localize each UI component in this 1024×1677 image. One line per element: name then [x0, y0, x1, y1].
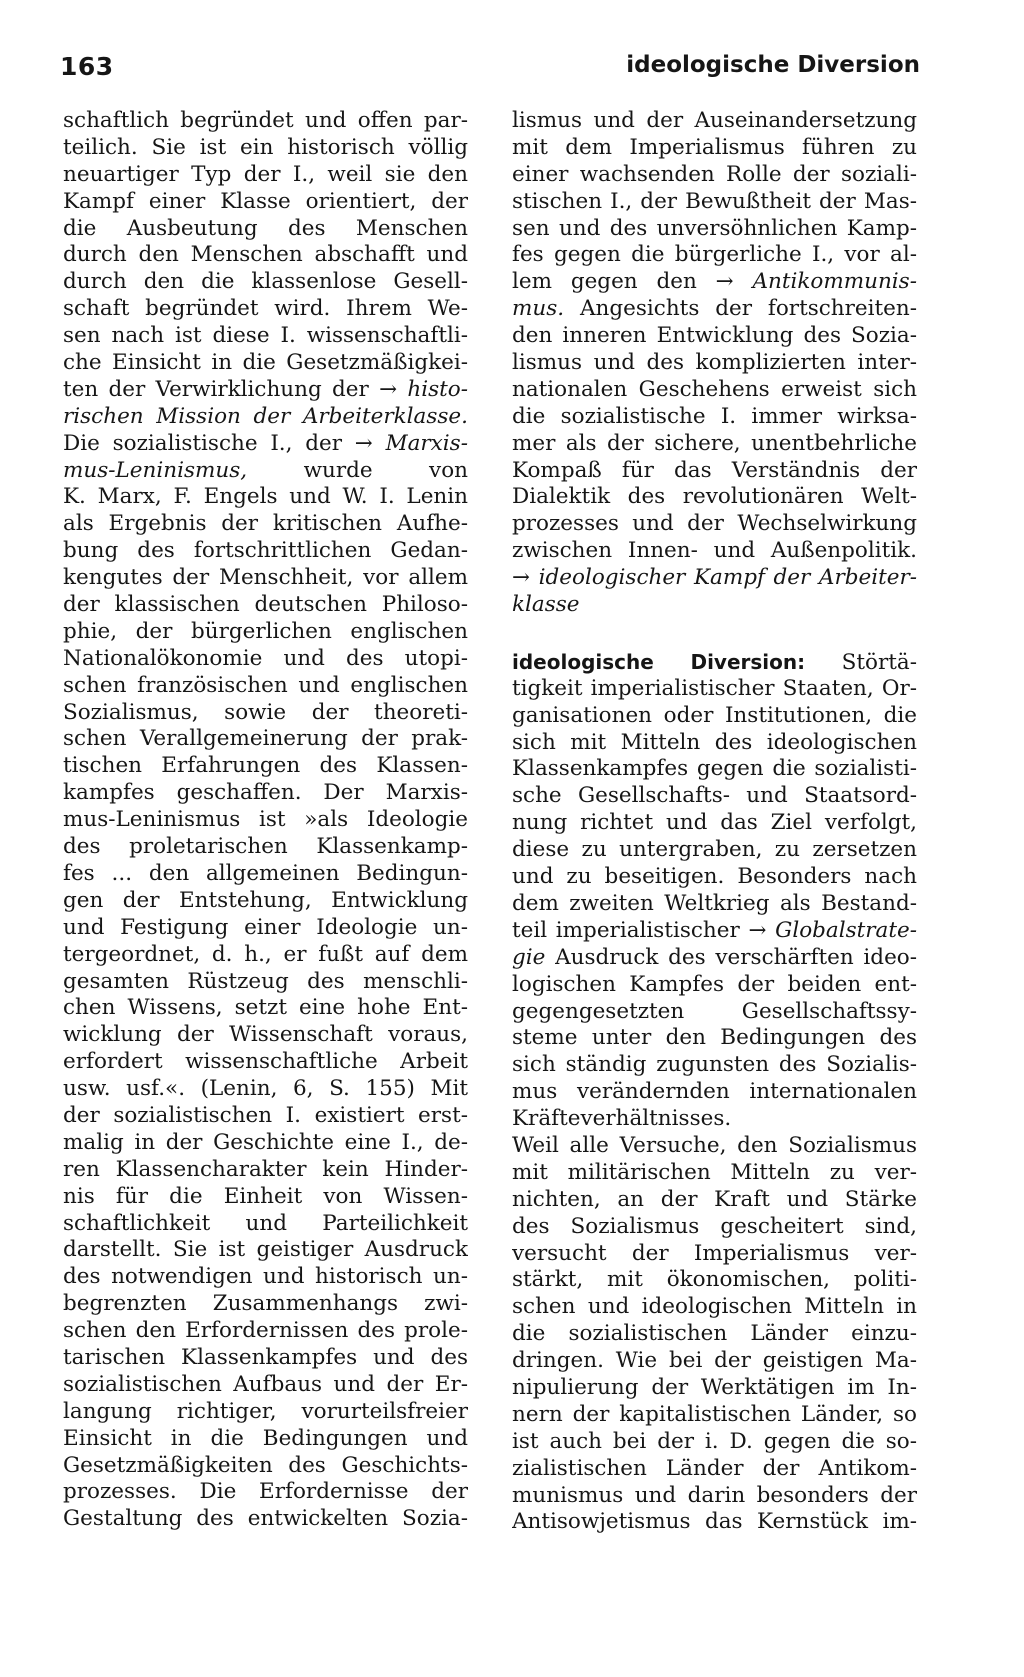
line-text: schen den Erfordernissen des prole-	[63, 1318, 468, 1344]
text-line	[512, 999, 917, 1026]
text-line	[63, 1022, 468, 1049]
line-text: tischen Erfahrungen des Klassen-	[63, 753, 468, 779]
text-line	[63, 969, 468, 996]
line-text: und zu beseitigen. Besonders nach	[512, 864, 917, 890]
text-line	[512, 484, 917, 511]
text-line	[63, 458, 468, 485]
text-line	[512, 1133, 917, 1160]
text-line	[63, 538, 468, 565]
line-text: sen nach ist diese I. wissenschaftli-	[63, 323, 468, 349]
text-line	[512, 1241, 917, 1268]
line-text: die sozialistische I. immer wirksa-	[512, 403, 917, 429]
text-line	[63, 726, 468, 753]
line-text: Antisowjetismus das Kernstück im-	[512, 1509, 917, 1535]
text-line	[512, 1214, 917, 1241]
line-text: mer als der sichere, unentbehrliche	[512, 430, 917, 456]
text-line	[512, 404, 917, 431]
text-line	[512, 918, 917, 945]
cross-reference-arrow: →	[379, 376, 398, 402]
line-text: ren Klassencharakter kein Hinder-	[63, 1156, 468, 1182]
text-line	[63, 1184, 468, 1211]
line-text: schen und ideologischen Mitteln in	[512, 1294, 917, 1320]
line-text: nationalen Geschehens erweist sich	[512, 376, 917, 402]
cross-reference-term: klasse	[512, 592, 580, 618]
line-text: nis für die Einheit von Wissen-	[63, 1183, 468, 1209]
cross-reference-term: Antikommunis-	[752, 269, 917, 295]
line-text: Kräfteverhältnisses.	[512, 1106, 732, 1132]
line-text: schaftlichkeit und Parteilichkeit	[63, 1210, 468, 1236]
line-text: Kampf einer Klasse orientiert, der	[63, 188, 468, 214]
line-text: sich ständig zugunsten des Sozialis-	[512, 1052, 917, 1078]
text-line	[512, 377, 917, 404]
text-line	[63, 1372, 468, 1399]
cross-reference-term: Marxis-	[385, 430, 468, 456]
text-line	[63, 1426, 468, 1453]
text-line	[512, 1052, 917, 1079]
line-text: des notwendigen und historisch un-	[63, 1264, 468, 1290]
text-line	[512, 1267, 917, 1294]
line-text: Nationalökonomie und des utopi-	[63, 645, 468, 671]
line-text: lem gegen den	[512, 269, 697, 295]
line-text: erfordert wissenschaftliche Arbeit	[63, 1049, 468, 1075]
text-line	[63, 323, 468, 350]
line-text: steme unter den Bedingungen des	[512, 1025, 917, 1051]
line-text: den inneren Entwicklung des Sozia-	[512, 323, 917, 349]
line-text: nung richtet und das Ziel verfolgt,	[512, 810, 917, 836]
text-line	[512, 242, 917, 269]
text-line	[512, 676, 917, 703]
text-line	[512, 1429, 917, 1456]
text-line	[512, 162, 917, 189]
text-line	[63, 1479, 468, 1506]
running-head: ideologische Diversion	[626, 52, 920, 78]
page-header	[60, 52, 920, 92]
line-text: durch den die klassenlose Gesell-	[63, 269, 468, 295]
text-line	[63, 269, 468, 296]
line-text: schaftlich begründet und offen par-	[63, 108, 468, 133]
line-text: der sozialistischen I. existiert erst-	[63, 1102, 468, 1128]
line-text: und Festigung einer Ideologie un-	[63, 914, 468, 940]
line-text: usw. usf.«. (Lenin, 6, S. 155) Mit	[63, 1076, 468, 1102]
line-text: einer wachsenden Rolle der soziali-	[512, 161, 917, 187]
cross-reference-arrow: →	[715, 269, 734, 295]
line-text: wicklung der Wissenschaft voraus,	[63, 1022, 468, 1048]
text-line	[63, 1264, 468, 1291]
text-line	[512, 783, 917, 810]
line-text: schen Verallgemeinerung der prak-	[63, 726, 468, 752]
line-text: zwischen Innen- und Außenpolitik.	[512, 538, 917, 564]
line-text: Die sozialistische I., der	[63, 430, 343, 456]
text-line	[63, 242, 468, 269]
line-text: wurde von	[303, 457, 468, 483]
line-text: lismus und des komplizierten inter-	[512, 350, 917, 376]
text-line	[63, 1049, 468, 1076]
line-text: kampfes geschaffen. Der Marxis-	[63, 780, 468, 806]
text-line	[63, 1453, 468, 1480]
line-text: Einsicht in die Bedingungen und	[63, 1425, 468, 1451]
line-text: Gestaltung des entwickelten Sozia-	[63, 1506, 468, 1532]
text-line	[63, 108, 468, 135]
line-text: prozesses. Die Erfordernisse der	[63, 1479, 468, 1505]
line-text: teilich. Sie ist ein historisch völlig	[63, 134, 468, 160]
text-line	[512, 592, 917, 619]
line-text: bung des fortschrittlichen Gedan-	[63, 538, 468, 564]
line-text: mus-Leninismus ist »als Ideologie	[63, 807, 468, 833]
text-line	[512, 1106, 917, 1133]
line-text: munismus und darin besonders der	[512, 1482, 917, 1508]
text-line	[512, 511, 917, 538]
line-text: teil imperialistischer	[512, 917, 740, 943]
text-line	[512, 1294, 917, 1321]
text-line	[512, 649, 917, 676]
line-text: schen französischen und englischen	[63, 672, 468, 698]
cross-reference-term: Globalstrate-	[775, 917, 917, 943]
text-line	[63, 511, 468, 538]
line-text: die Ausbeutung des Menschen	[63, 215, 468, 241]
text-line	[512, 1483, 917, 1510]
text-line	[63, 834, 468, 861]
text-line	[63, 565, 468, 592]
line-text: gegengesetzten Gesellschaftssy-	[512, 998, 917, 1024]
text-line	[63, 1157, 468, 1184]
text-line	[512, 837, 917, 864]
line-text: als Ergebnis der kritischen Aufhe-	[63, 511, 468, 537]
text-line	[63, 646, 468, 673]
line-text: Gesetzmäßigkeiten des Geschichts-	[63, 1452, 468, 1478]
text-line	[63, 942, 468, 969]
line-text: tigkeit imperialistischer Staaten, Or-	[512, 675, 917, 701]
page-number: 163	[60, 52, 114, 81]
text-line	[512, 864, 917, 891]
text-line	[512, 730, 917, 757]
line-text: sche Gesellschafts- und Staatsord-	[512, 783, 917, 809]
line-text: begrenzten Zusammenhangs zwi-	[63, 1291, 468, 1317]
line-text: diese zu untergraben, zu zersetzen	[512, 837, 917, 863]
cross-reference-term: gie	[512, 944, 546, 970]
line-text: des Sozialismus gescheitert sind,	[512, 1213, 917, 1239]
text-line	[63, 484, 468, 511]
cross-reference-term: ideologischer Kampf der Arbeiter-	[538, 565, 917, 591]
line-text: kengutes der Menschheit, vor allem	[63, 565, 468, 591]
text-line	[63, 296, 468, 323]
text-line	[63, 807, 468, 834]
line-text: K. Marx, F. Engels und W. I. Lenin	[63, 484, 468, 510]
line-text: malig in der Geschichte eine I., de-	[63, 1129, 468, 1155]
cross-reference-arrow: →	[748, 917, 767, 943]
line-text: chen Wissens, setzt eine hohe Ent-	[63, 995, 468, 1021]
cross-reference-term: rischen Mission der Arbeiterklasse.	[63, 403, 468, 429]
line-text: stärkt, mit ökonomischen, politi-	[512, 1267, 917, 1293]
right-text-column	[512, 108, 917, 1536]
text-line	[63, 1318, 468, 1345]
line-text: sozialistischen Aufbaus und der Er-	[63, 1371, 468, 1397]
line-text: mus verändernden internationalen	[512, 1079, 917, 1105]
text-line	[512, 1456, 917, 1483]
text-line	[512, 1402, 917, 1429]
text-line	[512, 1321, 917, 1348]
text-line	[512, 458, 917, 485]
text-line	[63, 619, 468, 646]
line-text: stischen I., der Bewußtheit der Mas-	[512, 188, 917, 214]
line-text: zialistischen Länder der Antikom-	[512, 1455, 917, 1481]
text-line	[512, 216, 917, 243]
line-text: mit dem Imperialismus führen zu	[512, 134, 917, 160]
line-text: phie, der bürgerlichen englischen	[63, 618, 468, 644]
line-text: lismus und der Auseinandersetzung	[512, 108, 917, 133]
text-line	[63, 135, 468, 162]
line-text: tarischen Klassenkampfes und des	[63, 1344, 468, 1370]
text-line	[512, 891, 917, 918]
text-line	[63, 404, 468, 431]
text-line	[512, 1509, 917, 1536]
line-text: versucht der Imperialismus ver-	[512, 1240, 917, 1266]
text-line	[63, 753, 468, 780]
text-line	[63, 1130, 468, 1157]
cross-reference-term: mus-Leninismus,	[63, 457, 248, 483]
line-text: Klassenkampfes gegen die sozialisti-	[512, 756, 917, 782]
line-text: fes gegen die bürgerliche I., vor al-	[512, 242, 917, 268]
text-line	[512, 756, 917, 783]
text-line	[512, 565, 917, 592]
text-line	[512, 431, 917, 458]
text-line	[63, 1103, 468, 1130]
text-line	[512, 108, 917, 135]
text-line	[63, 162, 468, 189]
entry-headword: ideologische Diversion:	[512, 649, 806, 674]
line-text: neuartiger Typ der I., weil sie den	[63, 161, 468, 187]
text-line	[63, 1291, 468, 1318]
text-line	[512, 1025, 917, 1052]
line-text: Weil alle Versuche, den Sozialismus	[512, 1132, 917, 1158]
line-text: sich mit Mitteln des ideologischen	[512, 729, 917, 755]
line-text: Angesichts der fortschreiten-	[580, 296, 917, 322]
line-text: logischen Kampfes der beiden ent-	[512, 971, 917, 997]
line-text: Kompaß für das Verständnis der	[512, 457, 917, 483]
cross-reference-arrow: →	[354, 430, 373, 456]
line-text: durch den Menschen abschafft und	[63, 242, 468, 268]
text-line	[512, 1079, 917, 1106]
text-line	[63, 861, 468, 888]
line-text: ganisationen oder Institutionen, die	[512, 702, 917, 728]
line-text: des proletarischen Klassenkamp-	[63, 834, 468, 860]
cross-reference-term: histo-	[407, 376, 468, 402]
text-line	[512, 1160, 917, 1187]
line-text: dem zweiten Weltkrieg als Bestand-	[512, 890, 917, 916]
text-line	[63, 431, 468, 458]
text-line	[63, 700, 468, 727]
line-text: fes ... den allgemeinen Bedingun-	[63, 860, 468, 886]
text-line	[512, 1348, 917, 1375]
left-text-column	[63, 108, 468, 1533]
text-line	[512, 296, 917, 323]
cross-reference-arrow: →	[512, 565, 531, 591]
text-line	[512, 350, 917, 377]
text-line	[512, 810, 917, 837]
line-text: darstellt. Sie ist geistiger Ausdruck	[63, 1237, 468, 1263]
text-line	[63, 888, 468, 915]
line-text: ist auch bei der i. D. gegen die so-	[512, 1428, 917, 1454]
line-text: ten der Verwirklichung der	[63, 376, 369, 402]
line-text: nipulierung der Werktätigen im In-	[512, 1374, 917, 1400]
line-text: prozesses und der Wechselwirkung	[512, 511, 917, 537]
line-text: schaft begründet wird. Ihrem We-	[63, 296, 468, 322]
line-text: gen der Entstehung, Entwicklung	[63, 887, 468, 913]
line-text: die sozialistischen Länder einzu-	[512, 1321, 917, 1347]
line-text: gesamten Rüstzeug des menschli-	[63, 968, 468, 994]
line-text: nichten, an der Kraft und Stärke	[512, 1186, 917, 1212]
line-text: mit militärischen Mitteln zu ver-	[512, 1159, 917, 1185]
line-text: langung richtiger, vorurteilsfreier	[63, 1398, 468, 1424]
text-line	[512, 269, 917, 296]
text-line	[512, 538, 917, 565]
text-line	[63, 995, 468, 1022]
line-text: der klassischen deutschen Philoso-	[63, 592, 468, 618]
text-line	[512, 189, 917, 216]
text-line	[63, 915, 468, 942]
text-line	[63, 1345, 468, 1372]
line-text: dringen. Wie bei der geistigen Ma-	[512, 1348, 917, 1374]
text-line	[63, 1076, 468, 1103]
text-line	[512, 972, 917, 999]
line-text: Ausdruck des verschärften ideo-	[555, 944, 917, 970]
line-text: sen und des unversöhnlichen Kamp-	[512, 215, 917, 241]
line-text: Dialektik des revolutionären Welt-	[512, 484, 917, 510]
line-text: che Einsicht in die Gesetzmäßigkei-	[63, 350, 468, 376]
line-text: nern der kapitalistischen Länder, so	[512, 1401, 917, 1427]
text-line	[63, 592, 468, 619]
cross-reference-term: mus.	[512, 296, 565, 322]
text-line	[512, 323, 917, 350]
text-line	[512, 135, 917, 162]
text-line	[512, 703, 917, 730]
text-line	[63, 780, 468, 807]
text-line	[63, 673, 468, 700]
line-text: Sozialismus, sowie der theoreti-	[63, 699, 468, 725]
text-line	[63, 350, 468, 377]
text-line	[63, 1506, 468, 1533]
line-text: Störtä-	[841, 649, 917, 675]
text-line	[63, 377, 468, 404]
text-line	[63, 1211, 468, 1238]
text-line	[512, 1187, 917, 1214]
text-line	[63, 1237, 468, 1264]
text-line	[63, 1399, 468, 1426]
text-line	[63, 216, 468, 243]
text-line	[63, 189, 468, 216]
text-line	[512, 1375, 917, 1402]
text-line	[512, 945, 917, 972]
line-text: tergeordnet, d. h., er fußt auf dem	[63, 941, 468, 967]
